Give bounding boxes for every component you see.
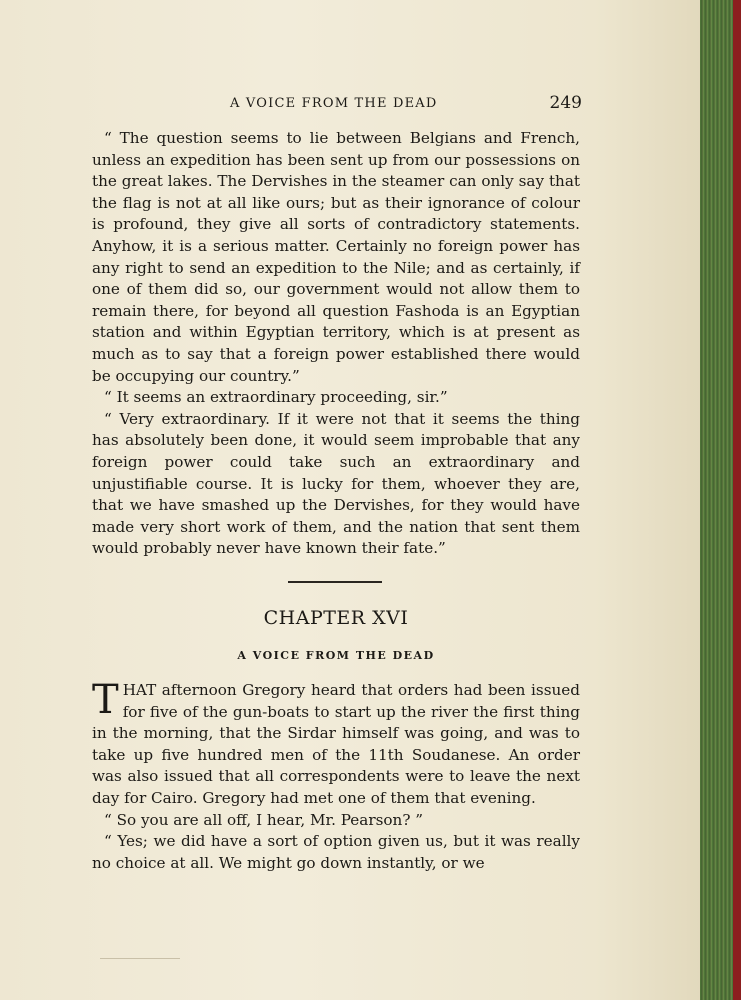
running-header bbox=[92, 93, 582, 115]
chapter-text bbox=[92, 677, 580, 874]
page-smudge-line bbox=[100, 958, 180, 959]
page-edge-red-stripe bbox=[733, 0, 741, 1000]
paragraph: “ Yes; we did have a sort of option given us, but it was really no choice at all. We might go down instantly, or we bbox=[92, 832, 580, 872]
paragraph: “ The question seems to lie between Belgians and French, unless an expedition has been sent up from our possessions on the great lakes. The Dervishes in the steamer can only say that the flag is not at all like ours; but as their ignorance of colour is profound, they give all sorts of contradictory statements. Anyhow, it is a serious matter. Certainly no foreign power has any right to send an expedition to the Nile; and as certainly, if one of them did so, our government would not allow them to remain there, for beyond all question Fashoda is an Egyptian station and within Egyptian territory, which is at present as much as to say that a foreign power established there would be occupying our country.” bbox=[92, 129, 580, 385]
paragraph: “ So you are all off, I hear, Mr. Pearson? ” bbox=[104, 810, 424, 829]
drop-cap: T bbox=[92, 677, 119, 723]
opening-paragraph-text: HAT afternoon Gregory heard that orders had been issued for five of the gun-boats to start up the river the first thing in the morning, that the Sirdar himself was going, and was to take up five hundred men of the 11th Soudanese. An order was also issued that all correspondents were to leave the next day for Cairo. Gregory had met one of them that evening. bbox=[92, 681, 580, 807]
chapter-subtitle: A VOICE FROM THE DEAD bbox=[237, 649, 435, 662]
running-title: A VOICE FROM THE DEAD bbox=[230, 96, 438, 111]
paragraph: “ It seems an extraordinary proceeding, sir.” bbox=[104, 388, 448, 407]
previous-chapter-text bbox=[92, 128, 580, 560]
chapter-title: CHAPTER XVI bbox=[263, 607, 409, 629]
chapter-divider-rule bbox=[288, 581, 382, 583]
paragraph: “ Very extraordinary. If it were not that it seems the thing has absolutely been done, it would seem improbable that any foreign power could take such an extraordinary and unjustifiable course. It is lucky for them, whoever they are, that we have smashed up the Dervishes, for they would have made very short work of them, and the nation that sent them would probably never have known their fate.” bbox=[92, 409, 580, 558]
opening-paragraph bbox=[92, 677, 580, 810]
page-number: 249 bbox=[549, 93, 582, 113]
